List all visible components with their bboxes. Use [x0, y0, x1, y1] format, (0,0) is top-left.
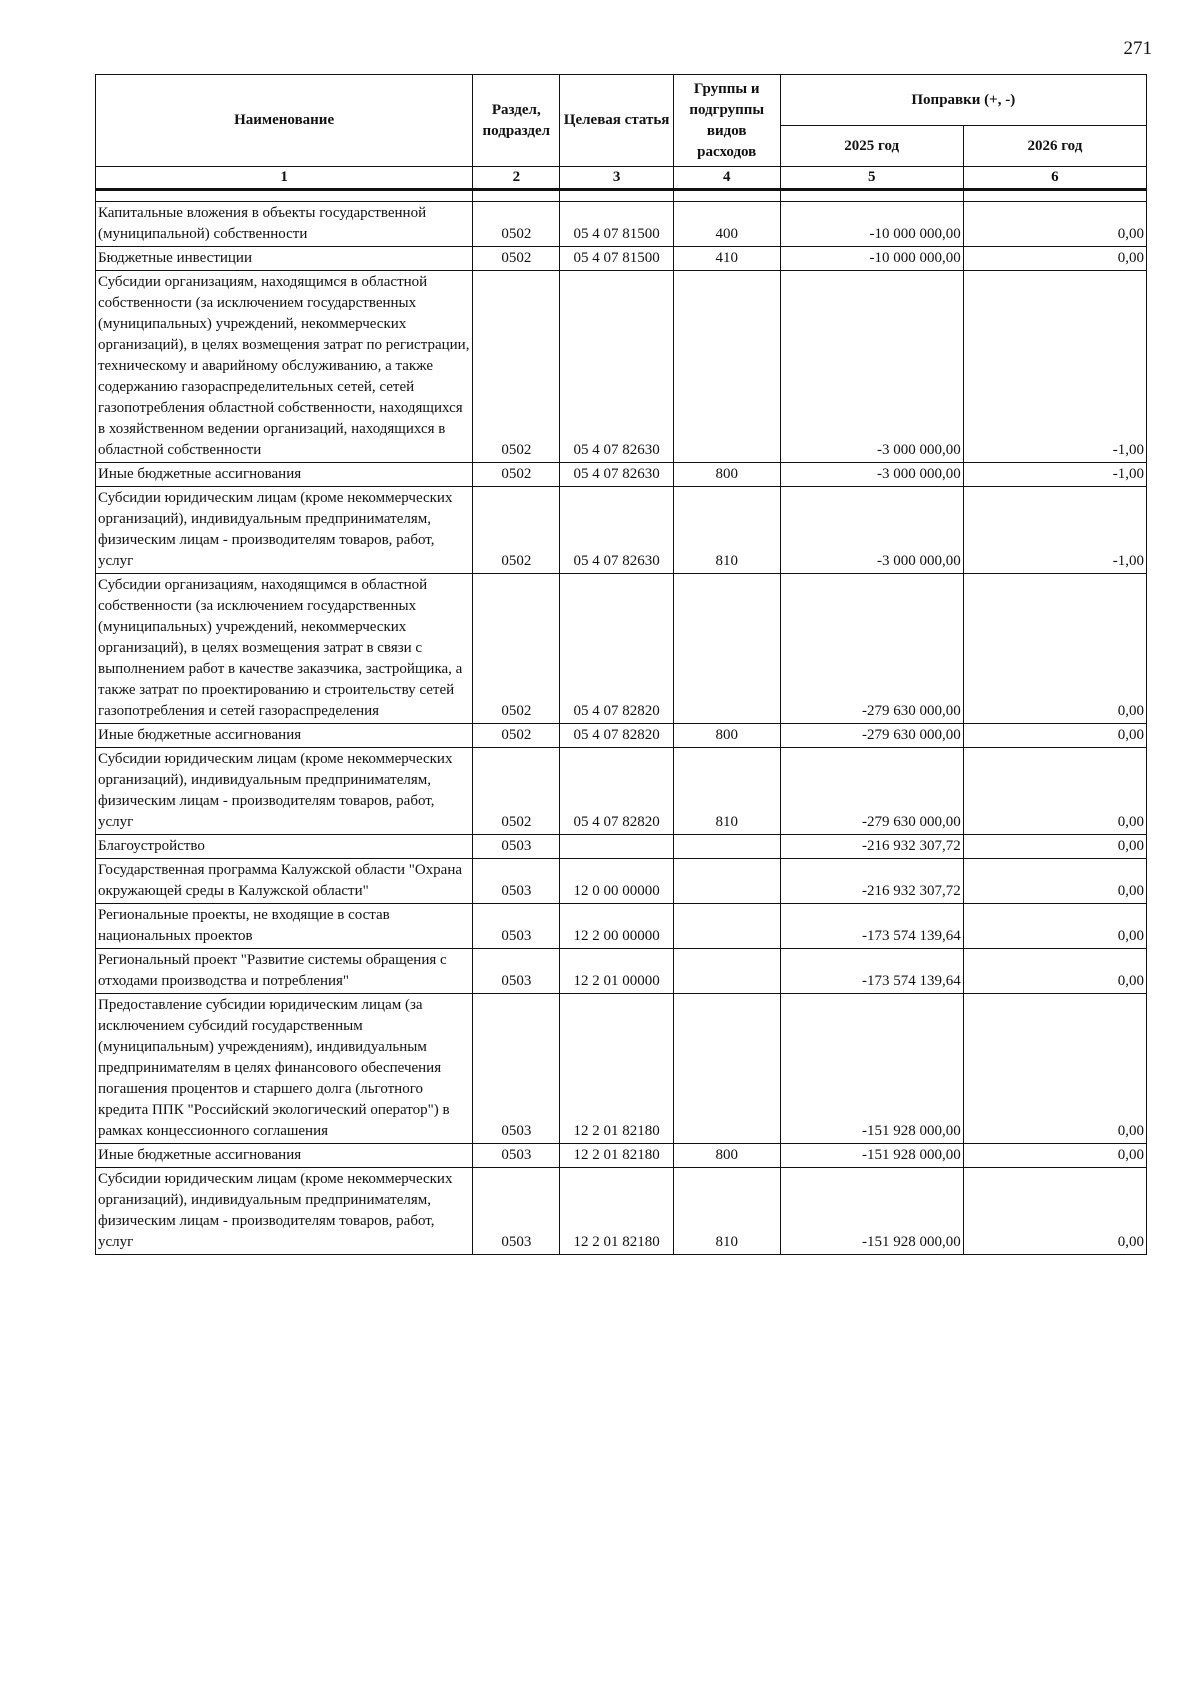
- row-amount-2026: 0,00: [963, 574, 1146, 724]
- header-year-2025: 2025 год: [780, 126, 963, 167]
- header-year-2026: 2026 год: [963, 126, 1146, 167]
- row-amount-2025: -173 574 139,64: [780, 949, 963, 994]
- row-group: 810: [673, 487, 780, 574]
- budget-amendments-table: [95, 74, 1147, 1255]
- row-target: 12 0 00 00000: [560, 859, 673, 904]
- row-amount-2025: -151 928 000,00: [780, 1144, 963, 1168]
- row-target: 05 4 07 81500: [560, 247, 673, 271]
- header-name: Наименование: [96, 75, 473, 167]
- row-target: 05 4 07 82630: [560, 463, 673, 487]
- row-target: 05 4 07 82820: [560, 748, 673, 835]
- row-name: Субсидии организациям, находящимся в областной собственности (за исключением государственных (муниципальных) учреждений, некоммерческих организаций), в целях возмещения затрат в связи с выполнением работ в качестве заказчика, застройщика, а также затрат по проектированию и строительству сетей газопотребления и сетей газораспределения: [96, 574, 473, 724]
- row-section: 0502: [473, 247, 560, 271]
- table-row: [96, 247, 1147, 271]
- column-number: 3: [560, 167, 673, 190]
- row-amount-2026: 0,00: [963, 202, 1146, 247]
- row-amount-2026: 0,00: [963, 835, 1146, 859]
- row-name: Субсидии юридическим лицам (кроме некоммерческих организаций), индивидуальным предпринимателям, физическим лицам - производителям товаров, работ, услуг: [96, 748, 473, 835]
- row-amount-2026: -1,00: [963, 463, 1146, 487]
- row-target: 12 2 01 00000: [560, 949, 673, 994]
- row-name: Региональный проект "Развитие системы обращения с отходами производства и потребления": [96, 949, 473, 994]
- row-amount-2026: 0,00: [963, 1168, 1146, 1255]
- row-amount-2026: 0,00: [963, 1144, 1146, 1168]
- row-section: 0502: [473, 271, 560, 463]
- column-number: 1: [96, 167, 473, 190]
- row-amount-2026: -1,00: [963, 271, 1146, 463]
- row-section: 0502: [473, 724, 560, 748]
- row-name: Региональные проекты, не входящие в состав национальных проектов: [96, 904, 473, 949]
- row-target: 12 2 01 82180: [560, 1144, 673, 1168]
- header-groups: Группы и подгруппы видов расходов: [673, 75, 780, 167]
- row-amount-2026: 0,00: [963, 748, 1146, 835]
- table-body: [96, 190, 1147, 1255]
- row-group: 800: [673, 463, 780, 487]
- row-section: 0503: [473, 1168, 560, 1255]
- row-amount-2025: -3 000 000,00: [780, 487, 963, 574]
- row-amount-2026: 0,00: [963, 724, 1146, 748]
- row-section: 0503: [473, 859, 560, 904]
- row-target: 12 2 00 00000: [560, 904, 673, 949]
- row-amount-2026: -1,00: [963, 487, 1146, 574]
- row-target: 05 4 07 82630: [560, 271, 673, 463]
- row-name: Субсидии юридическим лицам (кроме некоммерческих организаций), индивидуальным предпринимателям, физическим лицам - производителям товаров, работ, услуг: [96, 487, 473, 574]
- row-section: 0503: [473, 1144, 560, 1168]
- table-row: [96, 949, 1147, 994]
- row-group: 410: [673, 247, 780, 271]
- column-number: 4: [673, 167, 780, 190]
- row-name: Субсидии юридическим лицам (кроме некоммерческих организаций), индивидуальным предпринимателям, физическим лицам - производителям товаров, работ, услуг: [96, 1168, 473, 1255]
- table-row: [96, 463, 1147, 487]
- table-row: [96, 1144, 1147, 1168]
- column-number: 2: [473, 167, 560, 190]
- column-number: 5: [780, 167, 963, 190]
- row-group: [673, 994, 780, 1144]
- header-section: Раздел, подраздел: [473, 75, 560, 167]
- table-row: [96, 994, 1147, 1144]
- row-amount-2026: 0,00: [963, 994, 1146, 1144]
- row-group: 800: [673, 1144, 780, 1168]
- row-name: Бюджетные инвестиции: [96, 247, 473, 271]
- row-name: Благоустройство: [96, 835, 473, 859]
- row-name: Предоставление субсидии юридическим лицам (за исключением субсидий государственным (муниципальным) учреждениям), индивидуальным предпринимателям в целях финансового обеспечения погашения процентов и старшего долга (льготного кредита ППК "Российский экологический оператор") в рамках концессионного соглашения: [96, 994, 473, 1144]
- table-row: [96, 487, 1147, 574]
- row-name: Субсидии организациям, находящимся в областной собственности (за исключением государственных (муниципальных) учреждений, некоммерческих организаций), в целях возмещения затрат по регистрации, техническому и аварийному обслуживанию, а также содержанию газораспределительных сетей, сетей газопотребления областной собственности, находящихся в хозяйственном ведении организаций, находящихся в областной собственности: [96, 271, 473, 463]
- row-target: 12 2 01 82180: [560, 994, 673, 1144]
- row-group: [673, 904, 780, 949]
- row-target: 05 4 07 82820: [560, 574, 673, 724]
- row-amount-2025: -151 928 000,00: [780, 1168, 963, 1255]
- header-amendments: Поправки (+, -): [780, 75, 1146, 126]
- table-row: [96, 574, 1147, 724]
- row-amount-2025: -10 000 000,00: [780, 247, 963, 271]
- row-group: [673, 835, 780, 859]
- row-target: 05 4 07 82630: [560, 487, 673, 574]
- row-target: 12 2 01 82180: [560, 1168, 673, 1255]
- row-group: [673, 271, 780, 463]
- row-section: 0503: [473, 835, 560, 859]
- table-row: [96, 202, 1147, 247]
- table-row: [96, 904, 1147, 949]
- row-group: 810: [673, 748, 780, 835]
- row-amount-2025: -151 928 000,00: [780, 994, 963, 1144]
- table-row: [96, 271, 1147, 463]
- row-amount-2026: 0,00: [963, 904, 1146, 949]
- row-section: 0502: [473, 202, 560, 247]
- row-amount-2025: -279 630 000,00: [780, 724, 963, 748]
- table-row: [96, 724, 1147, 748]
- row-section: 0503: [473, 994, 560, 1144]
- row-amount-2025: -10 000 000,00: [780, 202, 963, 247]
- row-name: Государственная программа Калужской области "Охрана окружающей среды в Калужской области": [96, 859, 473, 904]
- row-amount-2025: -3 000 000,00: [780, 271, 963, 463]
- row-section: 0503: [473, 904, 560, 949]
- row-section: 0502: [473, 487, 560, 574]
- page-number: 271: [1123, 38, 1152, 59]
- header-target: Целевая статья: [560, 75, 673, 167]
- row-amount-2026: 0,00: [963, 247, 1146, 271]
- row-amount-2025: -279 630 000,00: [780, 574, 963, 724]
- table-row: [96, 859, 1147, 904]
- row-group: 810: [673, 1168, 780, 1255]
- row-name: Иные бюджетные ассигнования: [96, 463, 473, 487]
- row-name: Иные бюджетные ассигнования: [96, 724, 473, 748]
- row-target: 05 4 07 81500: [560, 202, 673, 247]
- row-amount-2025: -173 574 139,64: [780, 904, 963, 949]
- column-number: 6: [963, 167, 1146, 190]
- row-section: 0503: [473, 949, 560, 994]
- row-section: 0502: [473, 463, 560, 487]
- row-amount-2026: 0,00: [963, 859, 1146, 904]
- table-row: [96, 835, 1147, 859]
- row-target: [560, 835, 673, 859]
- row-group: [673, 859, 780, 904]
- table-row: [96, 1168, 1147, 1255]
- table-row: [96, 748, 1147, 835]
- row-amount-2025: -3 000 000,00: [780, 463, 963, 487]
- row-name: Иные бюджетные ассигнования: [96, 1144, 473, 1168]
- row-amount-2025: -216 932 307,72: [780, 859, 963, 904]
- table-header: [96, 75, 1147, 190]
- row-group: [673, 574, 780, 724]
- row-name: Капитальные вложения в объекты государственной (муниципальной) собственности: [96, 202, 473, 247]
- row-group: [673, 949, 780, 994]
- row-target: 05 4 07 82820: [560, 724, 673, 748]
- row-amount-2025: -216 932 307,72: [780, 835, 963, 859]
- row-amount-2025: -279 630 000,00: [780, 748, 963, 835]
- row-section: 0502: [473, 748, 560, 835]
- row-group: 400: [673, 202, 780, 247]
- row-amount-2026: 0,00: [963, 949, 1146, 994]
- row-section: 0502: [473, 574, 560, 724]
- row-group: 800: [673, 724, 780, 748]
